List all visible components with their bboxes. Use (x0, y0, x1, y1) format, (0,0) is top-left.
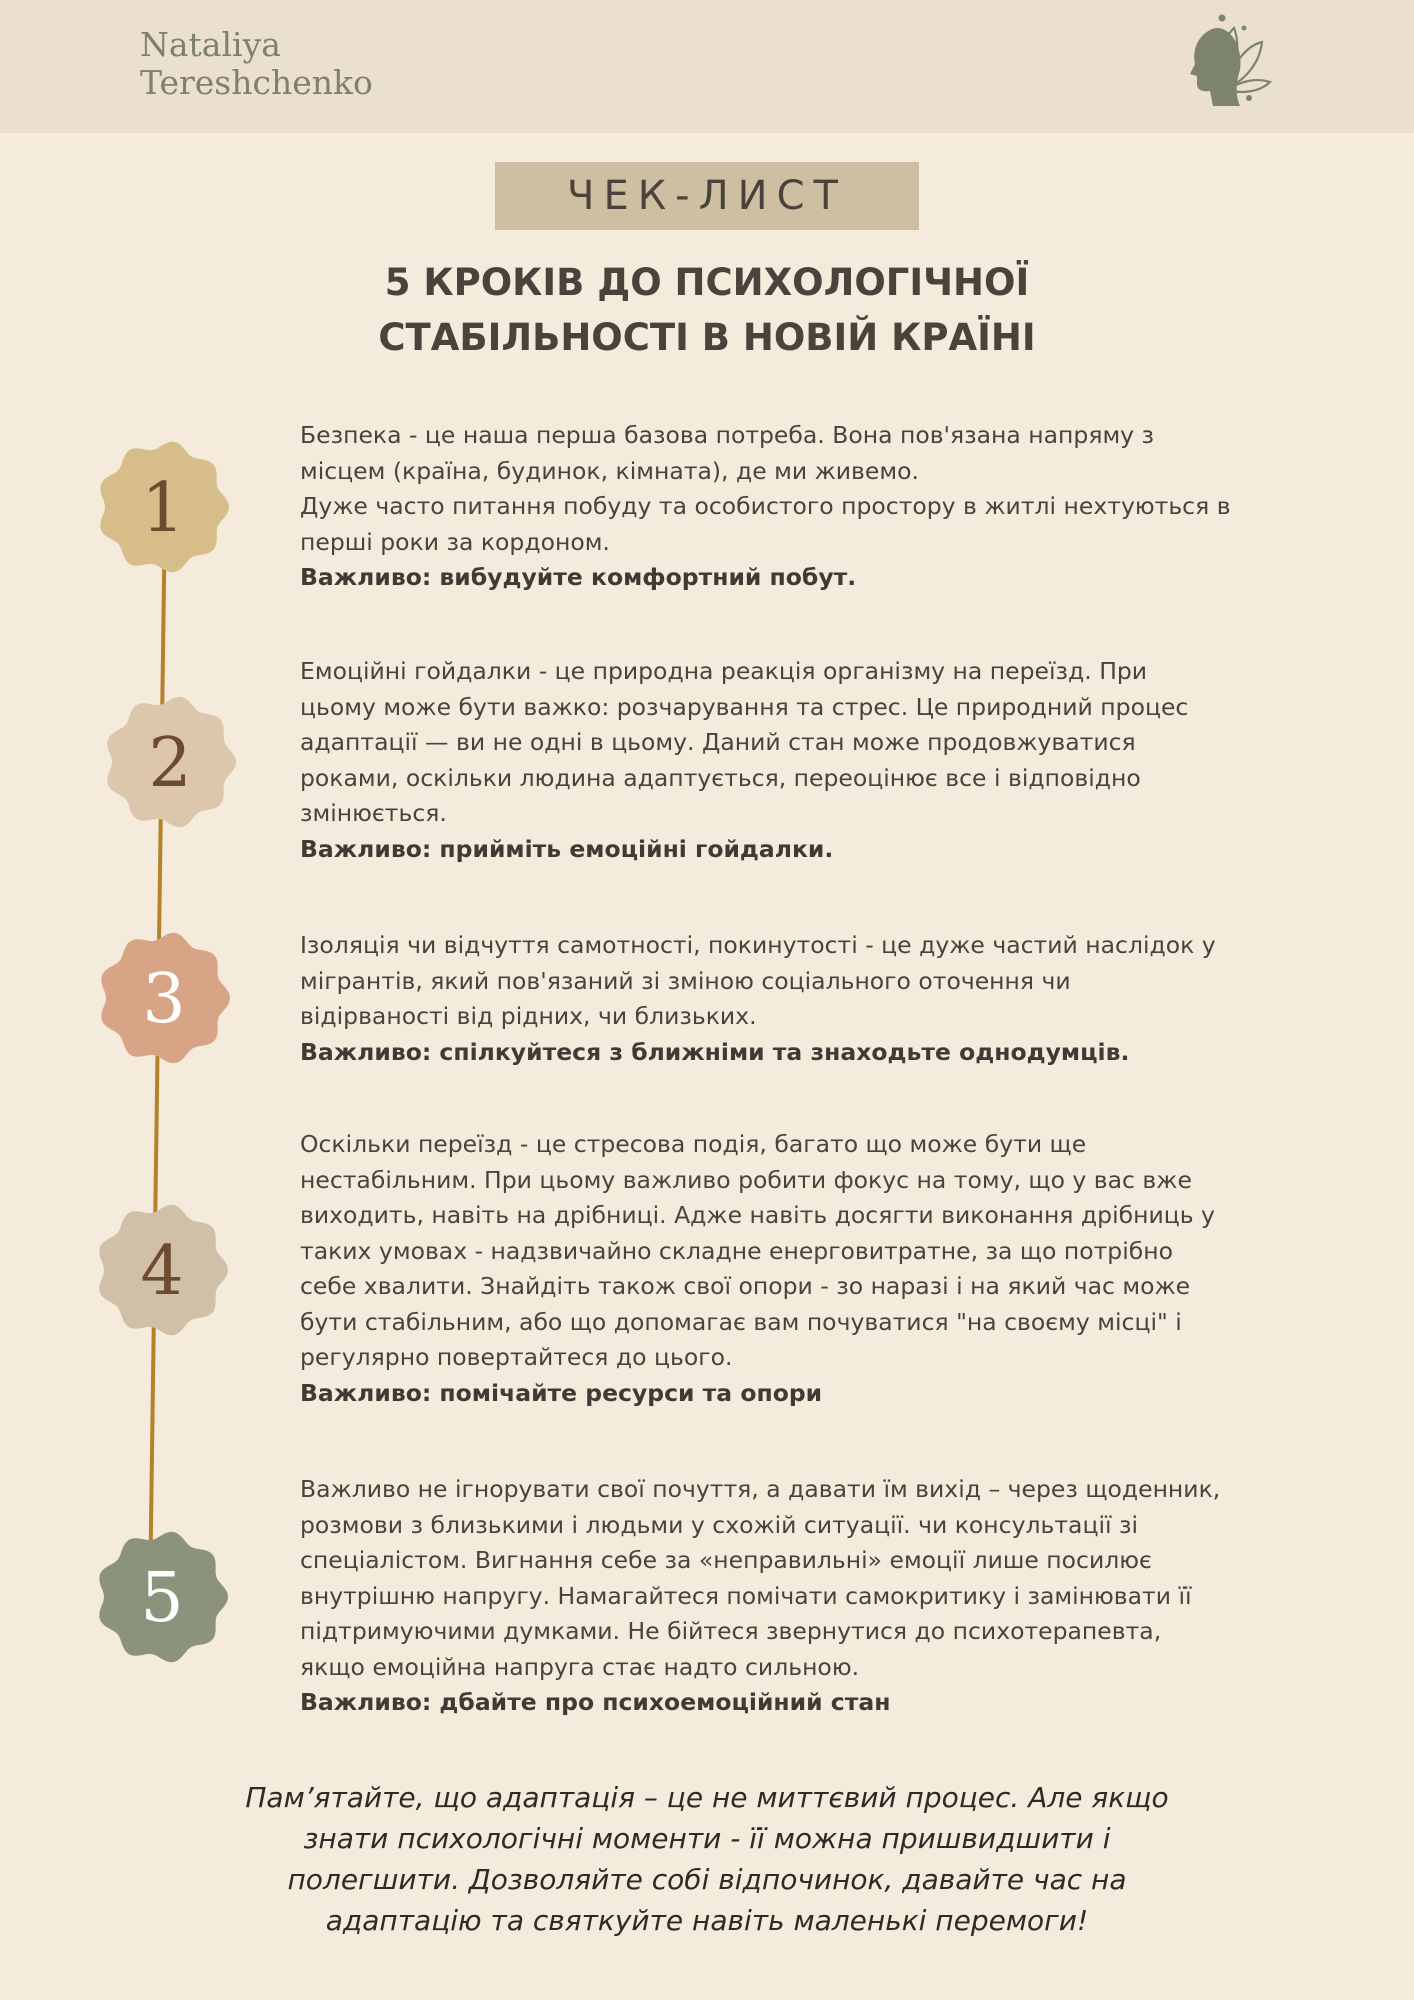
step-text: спеціалістом. Вигнання себе за «неправильні» емоції лише посилює (300, 1546, 1152, 1574)
step-text: бути стабільним, або що допомагає вам почуватися "на своєму місці" і (300, 1307, 1182, 1336)
step-text: мігрантів, який пов'язаний зі зміною соціального оточення чи (300, 966, 1071, 995)
step-badge-4 (99, 1205, 228, 1335)
step-number: 4 (140, 1232, 184, 1311)
title-line: 5 КРОКІВ ДО ПСИХОЛОГІЧНОЇ (384, 261, 1030, 304)
step-important: Важливо: дбайте про психоемоційний стан (300, 1688, 891, 1716)
closing-line: полегшити. Дозволяйте собі відпочинок, давайте час на (287, 1863, 1127, 1896)
step-text: Важливо не ігнорувати свої почуття, а давати їм вихід – через щоденник, (300, 1475, 1221, 1503)
checklist-tag: ЧЕК-ЛИСТ (495, 162, 919, 230)
author-first-name: Nataliya (140, 25, 281, 64)
step-text: розмови з близькими і людьми у схожій ситуації. чи консультації зі (300, 1510, 1139, 1539)
step-number: 1 (141, 469, 185, 548)
step-1 (300, 418, 1330, 596)
closing-message (157, 1777, 1257, 1941)
step-number: 2 (148, 724, 192, 803)
step-text: Емоційні гойдалки - це природна реакція організму на переїзд. При (300, 657, 1148, 685)
step-text: виходить, навіть на дрібниці. Адже навіть досягти виконання дрібниць у (300, 1201, 1215, 1229)
step-text: Безпека - це наша перша базова потреба. Вона пов'язана напряму з (300, 421, 1155, 449)
step-text: Оскільки переїзд - це стресова подія, багато що може бути ще (300, 1130, 1087, 1158)
step-3 (300, 928, 1330, 1070)
step-text: підтримуючими думками. Не бійтеся звернутися до психотерапевта, (300, 1617, 1162, 1645)
step-badge-1 (100, 442, 229, 572)
step-text: адаптації — ви не одні в цьому. Даний стан може продовжуватися (300, 728, 1136, 756)
step-number: 3 (142, 960, 186, 1039)
step-text: відірваності від рідних, чи близьких. (300, 1002, 757, 1030)
step-text: регулярно повертайтеся до цього. (300, 1343, 733, 1371)
title-line: СТАБІЛЬНОСТІ В НОВІЙ КРАЇНІ (378, 316, 1036, 359)
closing-line: знати психологічні моменти - її можна пришвидшити і (303, 1822, 1111, 1855)
step-text: змінюється. (300, 799, 447, 827)
steps-timeline (0, 0, 300, 2000)
closing-line: Пам’ятайте, що адаптація – це не миттєвий процес. Але якщо (245, 1781, 1169, 1814)
step-badge-3 (101, 933, 230, 1063)
step-text: роками, оскільки людина адаптується, переоцінює все і відповідно (300, 763, 1141, 792)
step-text: перші роки за кордоном. (300, 527, 610, 556)
step-important: Важливо: вибудуйте комфортний побут. (300, 563, 857, 591)
step-important: Важливо: спілкуйтеся з ближніми та знаходьте однодумців. (300, 1037, 1130, 1066)
step-important: Важливо: помічайте ресурси та опори (300, 1378, 823, 1407)
step-important: Важливо: прийміть емоційні гойдалки. (300, 834, 834, 863)
step-2 (300, 654, 1330, 867)
step-4 (300, 1127, 1330, 1411)
author-last-name: Tereshchenko (140, 63, 373, 102)
step-number: 5 (140, 1559, 184, 1638)
step-5 (300, 1472, 1330, 1721)
step-badge-5 (99, 1532, 228, 1662)
closing-line: адаптацію та святкуйте навіть маленькі перемоги! (325, 1904, 1089, 1937)
step-text: таких умовах - надзвичайно складне енерговитратне, за що потрібно (300, 1236, 1173, 1265)
step-badge-2 (107, 697, 236, 827)
step-text: нестабільним. При цьому важливо робити фокус на тому, що у вас вже (300, 1165, 1192, 1194)
step-text: цьому може бути важко: розчарування та стрес. Це природний процес (300, 692, 1189, 721)
step-text: себе хвалити. Знайдіть також свої опори - зо наразі і на який час може (300, 1272, 1191, 1300)
step-text: Дуже часто питання побуду та особистого простору в житлі нехтуються в (300, 492, 1231, 520)
page-title (257, 255, 1157, 365)
leaf-profile-icon (1180, 8, 1290, 118)
step-text: внутрішню напругу. Намагайтеся помічати самокритику і замінювати її (300, 1581, 1192, 1610)
step-text: якщо емоційна напруга стає надто сильною. (300, 1652, 860, 1681)
step-text: Ізоляція чи відчуття самотності, покинутості - це дуже частий наслідок у (300, 931, 1216, 959)
step-text: місцем (країна, будинок, кімната), де ми живемо. (300, 456, 919, 485)
